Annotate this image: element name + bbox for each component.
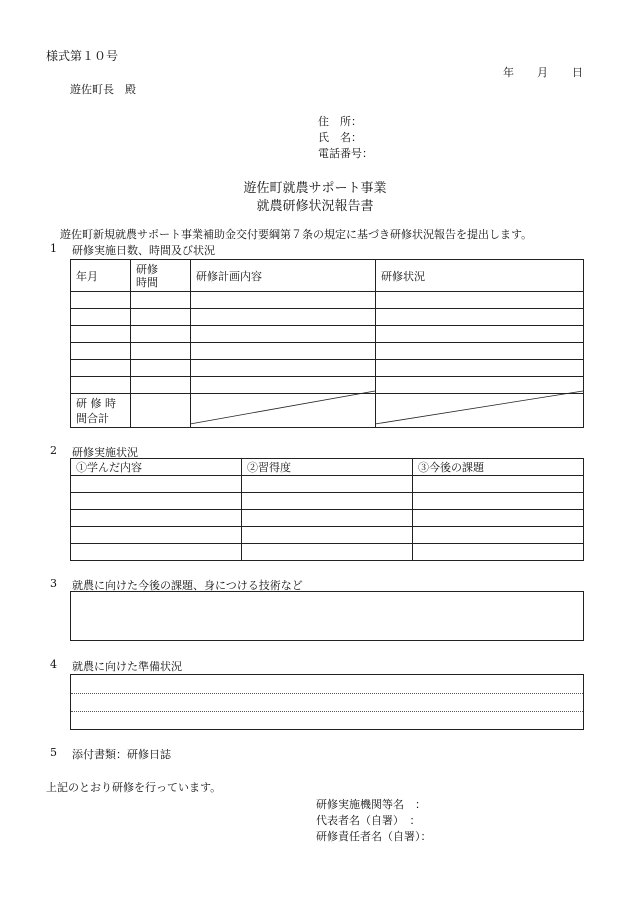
section1-heading: 研修実施日数、時間及び状況 — [72, 244, 215, 257]
table-row — [71, 476, 584, 493]
address-label: 住 所： — [318, 115, 362, 128]
section5-heading: 添付書類：研修日誌 — [72, 748, 171, 761]
total-hours-label: 研 修 時 間合計 — [71, 394, 131, 428]
table-row — [71, 544, 584, 561]
section4-heading: 就農に向けた準備状況 — [72, 660, 182, 673]
table-row — [71, 527, 584, 544]
section4-number: 4 — [50, 658, 57, 671]
date-day: 日 — [572, 66, 583, 79]
section3-heading: 就農に向けた今後の課題、身につける技術など — [72, 579, 303, 592]
section4-box — [70, 674, 584, 730]
name-label: 氏 名： — [318, 131, 362, 144]
section2-number: 2 — [50, 444, 57, 457]
section4-dotted-line — [71, 693, 583, 694]
section5-number: 5 — [50, 746, 57, 759]
header-learned-content: ①学んだ内容 — [71, 459, 242, 476]
section2-table — [70, 458, 584, 561]
table-row — [71, 493, 584, 510]
table-row — [71, 510, 584, 527]
section2-heading: 研修実施状況 — [72, 446, 138, 459]
header-plan-content: 研修計画内容 — [191, 260, 376, 292]
date-month: 月 — [537, 66, 548, 79]
header-future-issues: ③今後の課題 — [413, 459, 584, 476]
section4-dotted-line — [71, 711, 583, 712]
intro-text: 遊佐町新規就農サポート事業補助金交付要綱第７条の規定に基づき研修状況報告を提出します。 — [60, 228, 533, 241]
title-line1: 遊佐町就農サポート事業 — [243, 181, 387, 196]
header-training-hours: 研修 時間 — [131, 260, 191, 292]
header-yearmonth: 年月 — [71, 260, 131, 292]
signature-institution: 研修実施機関等名 ： — [316, 798, 426, 811]
table-row — [71, 326, 584, 343]
signature-supervisor: 研修責任者名（自署）： — [316, 830, 432, 843]
section3-number: 3 — [50, 577, 57, 590]
title-line2: 就農研修状況報告書 — [256, 199, 374, 214]
phone-label: 電話番号： — [318, 147, 373, 160]
section3-box — [70, 591, 584, 641]
table-row — [71, 377, 584, 394]
table-row — [71, 360, 584, 377]
signature-representative: 代表者名（自署） ： — [316, 814, 421, 827]
section1-table — [70, 259, 584, 428]
header-mastery: ②習得度 — [242, 459, 413, 476]
addressee: 遊佐町長 殿 — [70, 83, 136, 96]
date-year: 年 — [503, 66, 514, 79]
form-number: 様式第１０号 — [46, 49, 119, 63]
table-row — [71, 343, 584, 360]
table-row — [71, 309, 584, 326]
section1-number: 1 — [50, 242, 57, 255]
header-training-status: 研修状況 — [376, 260, 584, 292]
table-row — [71, 292, 584, 309]
closing-text: 上記のとおり研修を行っています。 — [46, 781, 222, 794]
